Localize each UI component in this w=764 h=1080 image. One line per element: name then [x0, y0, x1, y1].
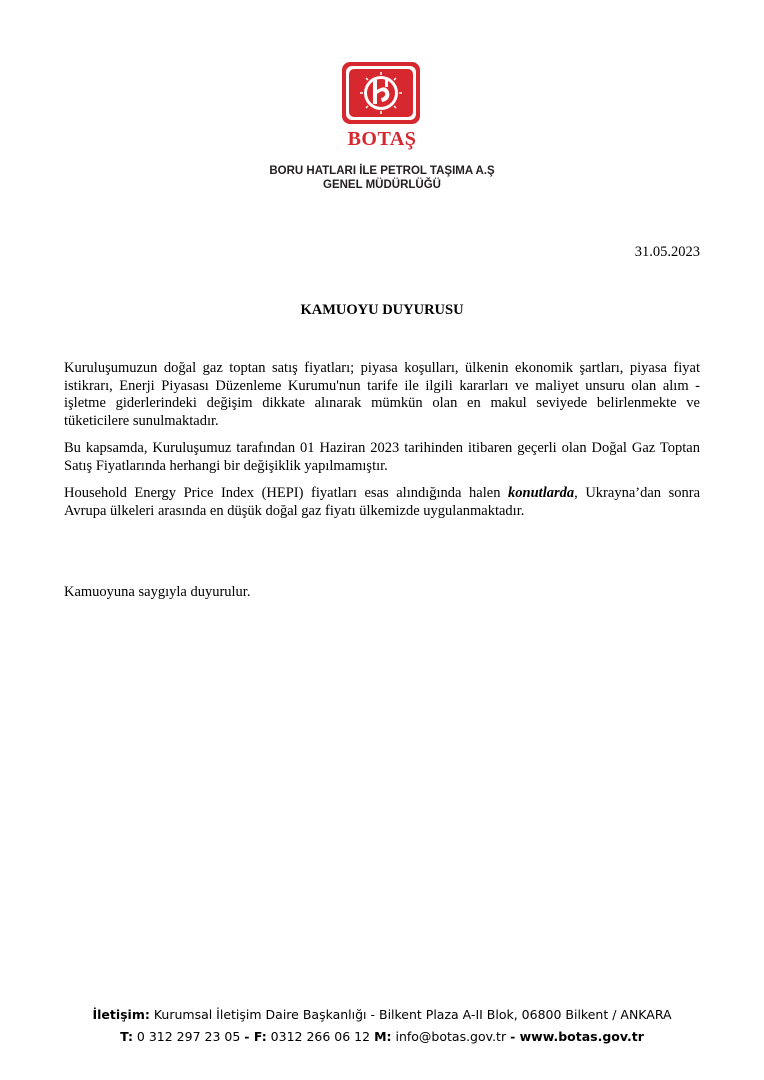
contact-label: İletişim:	[92, 1007, 150, 1022]
document-date: 31.05.2023	[634, 244, 700, 260]
paragraph-3	[64, 485, 700, 520]
footer-numbers-line	[0, 1026, 764, 1048]
botas-logo-icon	[340, 60, 422, 126]
mail-label: M:	[374, 1029, 392, 1044]
fax-label: F:	[249, 1029, 267, 1044]
email-address: info@botas.gov.tr	[391, 1029, 511, 1044]
fax-number: 0312 266 06 12	[266, 1029, 375, 1044]
tel-number: 0 312 297 23 05	[132, 1029, 245, 1044]
tel-label: T:	[120, 1029, 133, 1044]
footer-contact-line	[0, 1004, 764, 1026]
paragraph-3-emphasis: konutlarda	[508, 485, 575, 501]
separator: -	[510, 1029, 520, 1044]
paragraph-2: Bu kapsamda, Kuruluşumuz tarafından 01 Haziran 2023 tarihinden itibaren geçerli olan Doğal Gaz Toptan Satış Fiyatlarında herhangi bir değişiklik yapılmamıştır.	[64, 440, 700, 474]
footer	[0, 1004, 764, 1048]
organization-name	[0, 164, 764, 192]
document-body	[64, 360, 700, 530]
paragraph-3-end: , Ukrayna’dan sonra Avrupa ülkeleri arasında en düşük doğal gaz fiyatı ülkemizde uygulanmaktadır.	[64, 485, 701, 519]
website-link[interactable]: www.botas.gov.tr	[519, 1029, 644, 1044]
closing-line: Kamuoyuna saygıyla duyurulur.	[64, 584, 251, 600]
paragraph-1: Kuruluşumuzun doğal gaz toptan satış fiyatları; piyasa koşulları, ülkenin ekonomik şartları, piyasa fiyat istikrarı, Enerji Piyasası Düzenleme Kurumu'nun tarife ile ilgili kararları ve maliyet unsuru olan alım - işletme giderlerindeki değişim dikkate alınarak mümkün olan en makul seviyede belirlenmekte ve tüketicilere sunulmaktadır.	[64, 360, 700, 429]
contact-address: Kurumsal İletişim Daire Başkanlığı - Bilkent Plaza A-II Blok, 06800 Bilkent / ANKARA	[149, 1007, 672, 1022]
organization-line-2: GENEL MÜDÜRLÜĞÜ	[323, 179, 441, 191]
separator: -	[244, 1029, 250, 1044]
paragraph-3-start: Household Energy Price Index (HEPI) fiyatları esas alındığında halen	[64, 485, 509, 501]
organization-line-1: BORU HATLARI İLE PETROL TAŞIMA A.Ş	[269, 165, 495, 177]
brand-name: BOTAŞ	[347, 128, 417, 150]
document-title: KAMUOYU DUYURUSU	[300, 302, 464, 318]
